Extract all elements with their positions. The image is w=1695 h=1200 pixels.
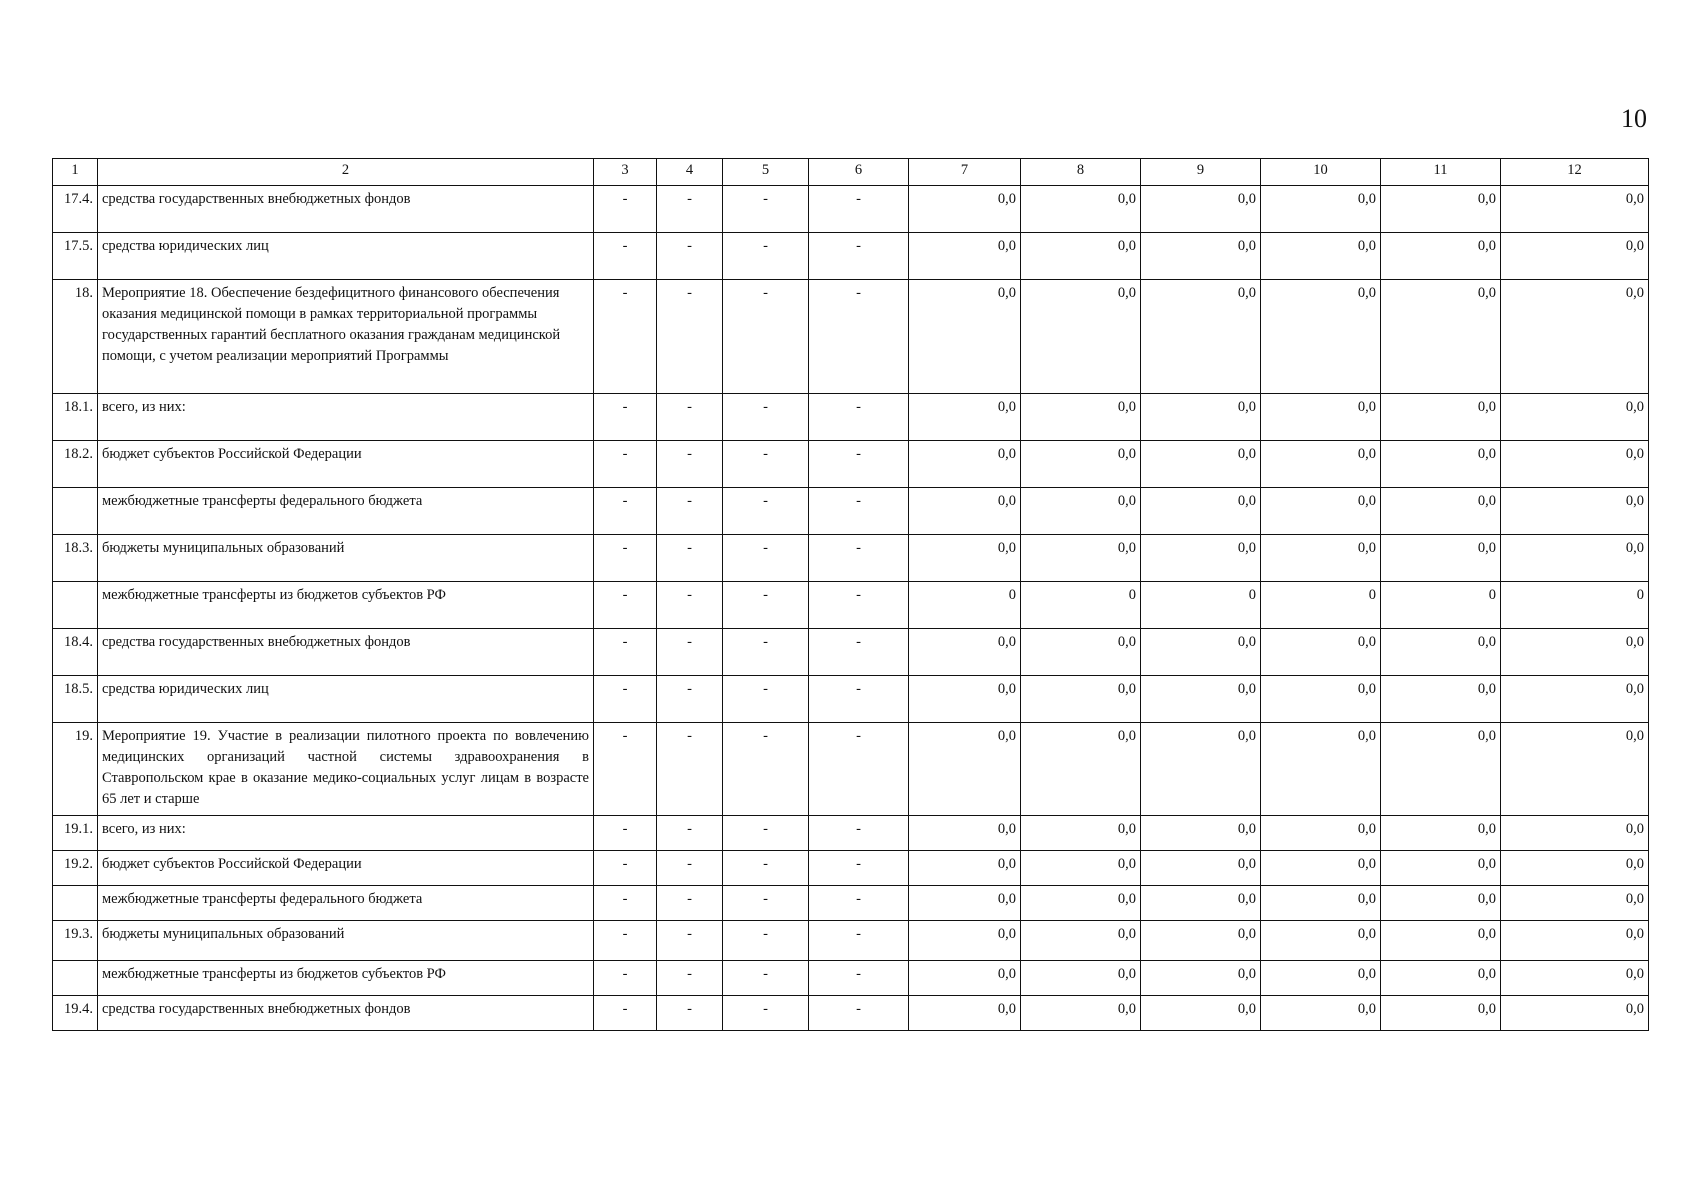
header-cell: 10 [1261, 159, 1381, 186]
header-cell: 12 [1501, 159, 1649, 186]
dash-cell: - [809, 441, 909, 488]
value-cell: 0,0 [1261, 441, 1381, 488]
value-cell: 0,0 [1501, 394, 1649, 441]
dash-cell: - [657, 394, 723, 441]
dash-cell: - [657, 582, 723, 629]
row-description: всего, из них: [98, 816, 594, 851]
row-code [53, 886, 98, 921]
table-body [53, 159, 1649, 1031]
value-cell: 0,0 [1141, 921, 1261, 961]
value-cell: 0,0 [1381, 996, 1501, 1031]
dash-cell: - [809, 629, 909, 676]
header-cell: 1 [53, 159, 98, 186]
dash-cell: - [723, 629, 809, 676]
dash-cell: - [809, 996, 909, 1031]
value-cell: 0,0 [1381, 851, 1501, 886]
dash-cell: - [809, 921, 909, 961]
value-cell: 0,0 [909, 961, 1021, 996]
header-cell: 11 [1381, 159, 1501, 186]
table-row [53, 441, 1649, 488]
dash-cell: - [657, 488, 723, 535]
dash-cell: - [723, 723, 809, 816]
value-cell: 0,0 [909, 280, 1021, 394]
dash-cell: - [723, 488, 809, 535]
dash-cell: - [723, 996, 809, 1031]
row-description: средства государственных внебюджетных фондов [98, 186, 594, 233]
dash-cell: - [809, 723, 909, 816]
dash-cell: - [723, 921, 809, 961]
value-cell: 0,0 [1021, 676, 1141, 723]
value-cell: 0,0 [1381, 535, 1501, 582]
dash-cell: - [809, 488, 909, 535]
row-code [53, 582, 98, 629]
dash-cell: - [723, 441, 809, 488]
dash-cell: - [723, 582, 809, 629]
table-row [53, 629, 1649, 676]
row-code: 18.3. [53, 535, 98, 582]
value-cell: 0,0 [1021, 441, 1141, 488]
dash-cell: - [723, 851, 809, 886]
dash-cell: - [657, 280, 723, 394]
value-cell: 0,0 [1501, 441, 1649, 488]
dash-cell: - [657, 851, 723, 886]
value-cell: 0,0 [1141, 441, 1261, 488]
dash-cell: - [594, 394, 657, 441]
row-description: бюджеты муниципальных образований [98, 921, 594, 961]
dash-cell: - [657, 535, 723, 582]
value-cell: 0,0 [1021, 723, 1141, 816]
value-cell: 0,0 [909, 441, 1021, 488]
dash-cell: - [594, 851, 657, 886]
dash-cell: - [657, 441, 723, 488]
value-cell: 0,0 [1261, 921, 1381, 961]
dash-cell: - [809, 851, 909, 886]
row-code [53, 488, 98, 535]
dash-cell: - [809, 394, 909, 441]
value-cell: 0,0 [1261, 961, 1381, 996]
value-cell: 0,0 [909, 394, 1021, 441]
value-cell: 0,0 [1021, 535, 1141, 582]
dash-cell: - [809, 886, 909, 921]
value-cell: 0,0 [1141, 723, 1261, 816]
value-cell: 0,0 [909, 488, 1021, 535]
header-cell: 9 [1141, 159, 1261, 186]
table-row [53, 280, 1649, 394]
row-code: 18.1. [53, 394, 98, 441]
row-description: средства юридических лиц [98, 676, 594, 723]
dash-cell: - [594, 629, 657, 676]
table-row [53, 233, 1649, 280]
row-code: 19.1. [53, 816, 98, 851]
value-cell: 0 [1261, 582, 1381, 629]
row-code: 17.5. [53, 233, 98, 280]
value-cell: 0,0 [1021, 921, 1141, 961]
dash-cell: - [594, 488, 657, 535]
value-cell: 0,0 [1501, 629, 1649, 676]
dash-cell: - [809, 676, 909, 723]
value-cell: 0,0 [1021, 280, 1141, 394]
dash-cell: - [809, 280, 909, 394]
value-cell: 0,0 [1261, 851, 1381, 886]
table-row [53, 488, 1649, 535]
value-cell: 0,0 [1501, 186, 1649, 233]
row-code: 18.2. [53, 441, 98, 488]
value-cell: 0,0 [1381, 488, 1501, 535]
table-row [53, 186, 1649, 233]
value-cell: 0,0 [1021, 851, 1141, 886]
dash-cell: - [657, 233, 723, 280]
value-cell: 0,0 [1261, 394, 1381, 441]
value-cell: 0,0 [1381, 280, 1501, 394]
value-cell: 0,0 [1141, 961, 1261, 996]
row-description: межбюджетные трансферты из бюджетов субъектов РФ [98, 582, 594, 629]
dash-cell: - [657, 961, 723, 996]
row-description: средства государственных внебюджетных фондов [98, 996, 594, 1031]
value-cell: 0,0 [1141, 996, 1261, 1031]
value-cell: 0,0 [1501, 851, 1649, 886]
table-row [53, 886, 1649, 921]
table-row [53, 394, 1649, 441]
value-cell: 0,0 [1381, 629, 1501, 676]
row-code: 19.2. [53, 851, 98, 886]
value-cell: 0,0 [1381, 921, 1501, 961]
value-cell: 0,0 [1381, 961, 1501, 996]
value-cell: 0,0 [1021, 186, 1141, 233]
value-cell: 0,0 [1501, 996, 1649, 1031]
value-cell: 0,0 [1501, 723, 1649, 816]
value-cell: 0,0 [909, 886, 1021, 921]
header-cell: 7 [909, 159, 1021, 186]
row-description: средства государственных внебюджетных фондов [98, 629, 594, 676]
value-cell: 0,0 [1501, 535, 1649, 582]
dash-cell: - [594, 676, 657, 723]
table-header-row [53, 159, 1649, 186]
value-cell: 0,0 [1501, 961, 1649, 996]
value-cell: 0,0 [1021, 488, 1141, 535]
dash-cell: - [657, 186, 723, 233]
header-cell: 3 [594, 159, 657, 186]
dash-cell: - [594, 886, 657, 921]
value-cell: 0,0 [1141, 676, 1261, 723]
value-cell: 0,0 [1501, 676, 1649, 723]
value-cell: 0,0 [1261, 535, 1381, 582]
value-cell: 0 [1021, 582, 1141, 629]
table-row [53, 535, 1649, 582]
dash-cell: - [809, 961, 909, 996]
value-cell: 0,0 [1021, 961, 1141, 996]
value-cell: 0 [1141, 582, 1261, 629]
value-cell: 0,0 [1381, 186, 1501, 233]
header-cell: 8 [1021, 159, 1141, 186]
value-cell: 0,0 [1381, 886, 1501, 921]
value-cell: 0,0 [909, 921, 1021, 961]
value-cell: 0,0 [1021, 394, 1141, 441]
value-cell: 0 [1381, 582, 1501, 629]
dash-cell: - [594, 441, 657, 488]
row-description: межбюджетные трансферты из бюджетов субъектов РФ [98, 961, 594, 996]
value-cell: 0,0 [1261, 280, 1381, 394]
row-code: 17.4. [53, 186, 98, 233]
value-cell: 0,0 [1141, 280, 1261, 394]
table-row [53, 996, 1649, 1031]
value-cell: 0,0 [1261, 186, 1381, 233]
value-cell: 0,0 [909, 723, 1021, 816]
dash-cell: - [723, 886, 809, 921]
value-cell: 0,0 [1501, 280, 1649, 394]
row-description: бюджеты муниципальных образований [98, 535, 594, 582]
row-code: 19.3. [53, 921, 98, 961]
row-code: 19.4. [53, 996, 98, 1031]
header-cell: 6 [809, 159, 909, 186]
value-cell: 0,0 [1141, 535, 1261, 582]
dash-cell: - [594, 723, 657, 816]
value-cell: 0,0 [909, 186, 1021, 233]
value-cell: 0,0 [1021, 233, 1141, 280]
row-code: 18.4. [53, 629, 98, 676]
value-cell: 0,0 [1381, 233, 1501, 280]
table-row [53, 816, 1649, 851]
row-description: бюджет субъектов Российской Федерации [98, 851, 594, 886]
dash-cell: - [594, 233, 657, 280]
dash-cell: - [657, 676, 723, 723]
dash-cell: - [723, 961, 809, 996]
value-cell: 0,0 [1261, 676, 1381, 723]
value-cell: 0,0 [1141, 233, 1261, 280]
dash-cell: - [809, 816, 909, 851]
value-cell: 0,0 [1381, 676, 1501, 723]
table-row [53, 582, 1649, 629]
table-row [53, 921, 1649, 961]
dash-cell: - [809, 582, 909, 629]
dash-cell: - [594, 816, 657, 851]
row-code: 18.5. [53, 676, 98, 723]
value-cell: 0,0 [1501, 488, 1649, 535]
dash-cell: - [723, 394, 809, 441]
value-cell: 0,0 [909, 629, 1021, 676]
value-cell: 0,0 [1141, 629, 1261, 676]
row-code [53, 961, 98, 996]
row-description: средства юридических лиц [98, 233, 594, 280]
value-cell: 0,0 [1021, 996, 1141, 1031]
value-cell: 0,0 [909, 996, 1021, 1031]
value-cell: 0,0 [1141, 488, 1261, 535]
page-number: 10 [1621, 104, 1647, 133]
dash-cell: - [809, 535, 909, 582]
value-cell: 0,0 [1501, 816, 1649, 851]
dash-cell: - [723, 676, 809, 723]
dash-cell: - [594, 582, 657, 629]
value-cell: 0,0 [1261, 886, 1381, 921]
value-cell: 0 [909, 582, 1021, 629]
dash-cell: - [594, 961, 657, 996]
header-cell: 4 [657, 159, 723, 186]
value-cell: 0,0 [1381, 441, 1501, 488]
dash-cell: - [594, 535, 657, 582]
value-cell: 0,0 [1381, 394, 1501, 441]
row-description: межбюджетные трансферты федерального бюджета [98, 886, 594, 921]
value-cell: 0,0 [1261, 233, 1381, 280]
dash-cell: - [594, 921, 657, 961]
value-cell: 0,0 [909, 233, 1021, 280]
dash-cell: - [723, 816, 809, 851]
dash-cell: - [657, 886, 723, 921]
value-cell: 0,0 [1501, 233, 1649, 280]
dash-cell: - [657, 921, 723, 961]
value-cell: 0,0 [1021, 629, 1141, 676]
dash-cell: - [723, 233, 809, 280]
row-code: 18. [53, 280, 98, 394]
budget-table [52, 158, 1649, 1031]
row-description: межбюджетные трансферты федерального бюджета [98, 488, 594, 535]
value-cell: 0,0 [1141, 851, 1261, 886]
dash-cell: - [723, 535, 809, 582]
row-description: бюджет субъектов Российской Федерации [98, 441, 594, 488]
dash-cell: - [657, 996, 723, 1031]
dash-cell: - [723, 280, 809, 394]
row-description: Мероприятие 18. Обеспечение бездефицитного финансового обеспечения оказания медицинской помощи в рамках территориальной программы государственных гарантий бесплатного оказания гражданам медицинской помощи, с учетом реализации мероприятий Программы [98, 280, 594, 394]
header-cell: 2 [98, 159, 594, 186]
dash-cell: - [657, 629, 723, 676]
row-description: Мероприятие 19. Участие в реализации пилотного проекта по вовлечению медицинских организаций частной системы здравоохранения в Ставропольском крае в оказание медико-социальных услуг лицам в возрасте 65 лет и старше [98, 723, 594, 816]
value-cell: 0,0 [1021, 886, 1141, 921]
header-cell: 5 [723, 159, 809, 186]
value-cell: 0,0 [1141, 394, 1261, 441]
value-cell: 0,0 [909, 535, 1021, 582]
value-cell: 0,0 [1381, 816, 1501, 851]
value-cell: 0,0 [1501, 921, 1649, 961]
value-cell: 0,0 [1261, 488, 1381, 535]
row-description: всего, из них: [98, 394, 594, 441]
dash-cell: - [594, 186, 657, 233]
value-cell: 0,0 [1261, 629, 1381, 676]
dash-cell: - [657, 723, 723, 816]
value-cell: 0,0 [1261, 723, 1381, 816]
value-cell: 0,0 [1261, 996, 1381, 1031]
value-cell: 0,0 [1141, 886, 1261, 921]
value-cell: 0,0 [1381, 723, 1501, 816]
value-cell: 0 [1501, 582, 1649, 629]
value-cell: 0,0 [1021, 816, 1141, 851]
row-code: 19. [53, 723, 98, 816]
dash-cell: - [657, 816, 723, 851]
dash-cell: - [594, 280, 657, 394]
value-cell: 0,0 [909, 851, 1021, 886]
table-row [53, 961, 1649, 996]
dash-cell: - [723, 186, 809, 233]
table-row [53, 676, 1649, 723]
value-cell: 0,0 [1261, 816, 1381, 851]
value-cell: 0,0 [1141, 816, 1261, 851]
dash-cell: - [809, 233, 909, 280]
value-cell: 0,0 [909, 676, 1021, 723]
dash-cell: - [594, 996, 657, 1031]
table-row [53, 851, 1649, 886]
table-row [53, 723, 1649, 816]
dash-cell: - [809, 186, 909, 233]
value-cell: 0,0 [1141, 186, 1261, 233]
value-cell: 0,0 [909, 816, 1021, 851]
value-cell: 0,0 [1501, 886, 1649, 921]
